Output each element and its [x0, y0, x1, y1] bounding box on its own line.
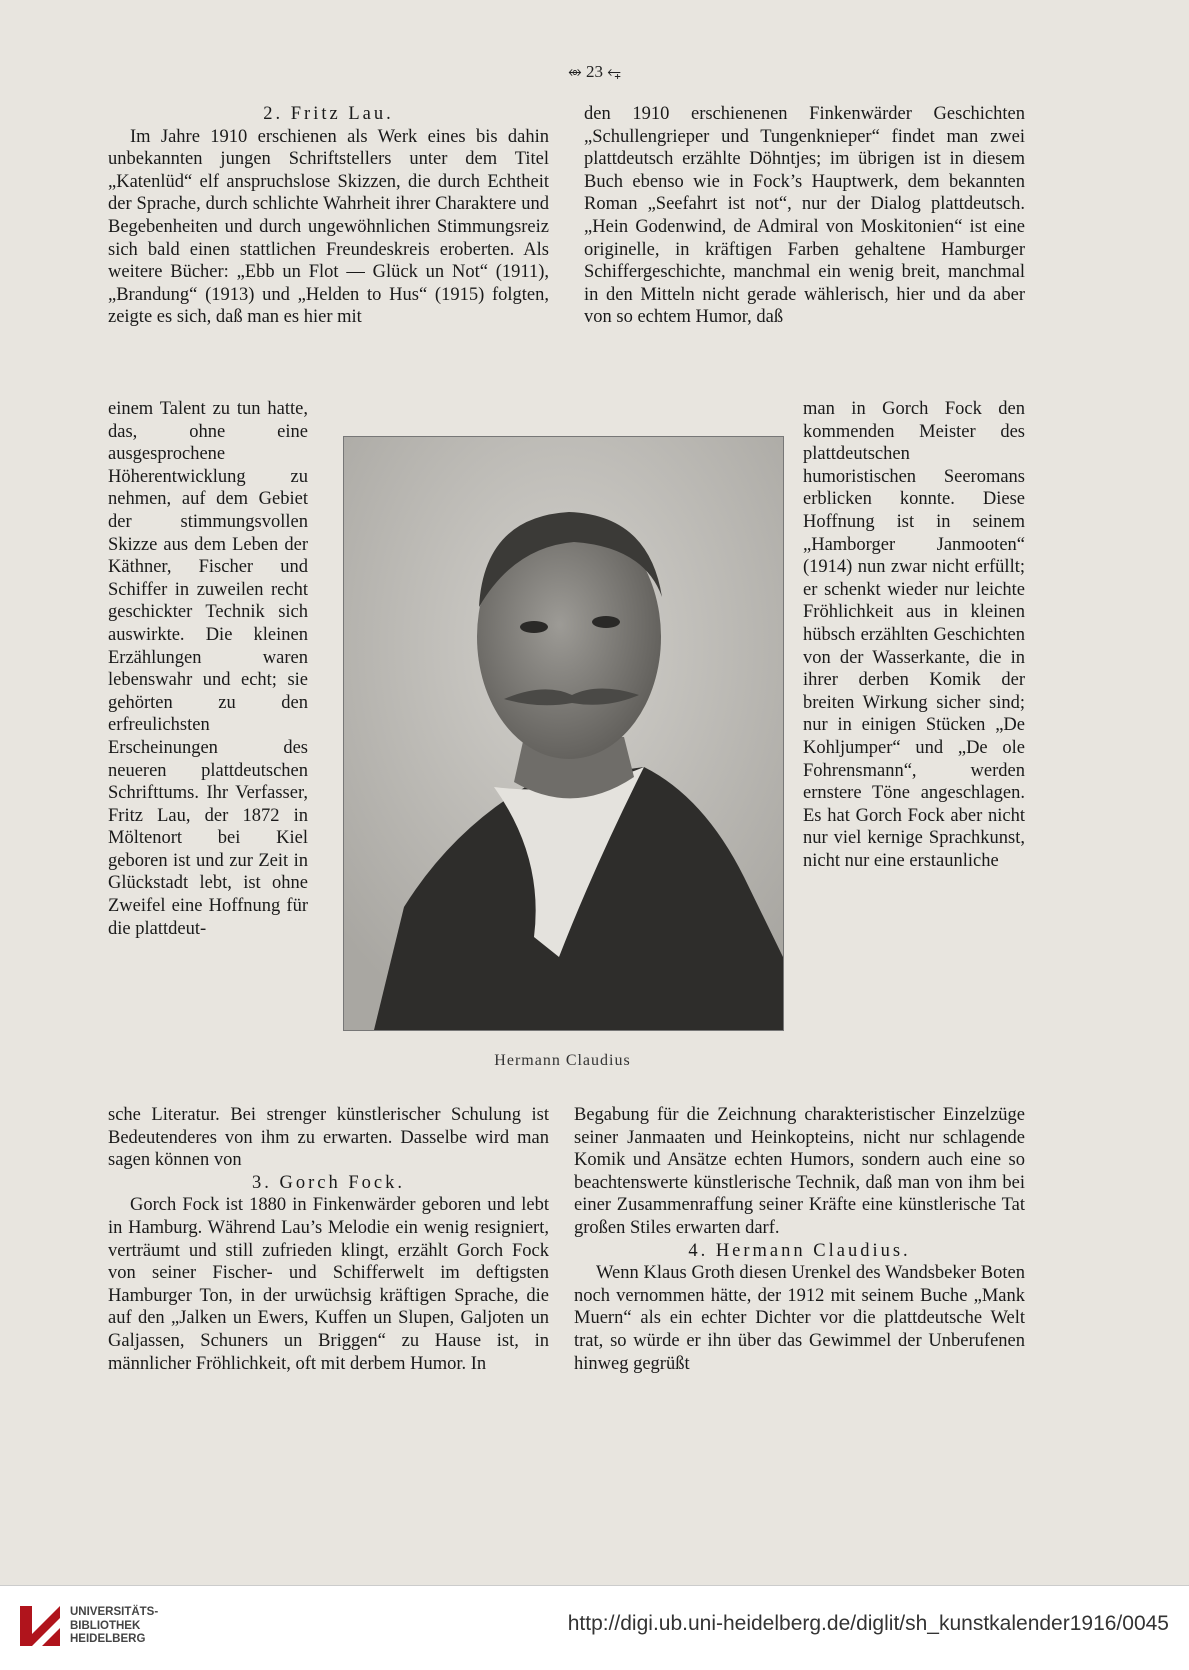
- ornament-left: ⥈: [568, 62, 582, 81]
- page-number: ⥈ 23 ⥆: [568, 62, 621, 81]
- left-column-bottom: [108, 1104, 549, 1375]
- section-heading-fritz-lau: 2. Fritz Lau.: [263, 104, 394, 124]
- portrait-photo: [343, 436, 784, 1031]
- left-column-top: [108, 103, 549, 329]
- source-url[interactable]: http://digi.ub.uni-heidelberg.de/diglit/sh_kunstkalender1916/0045: [567, 1612, 1169, 1635]
- footer-bar: [0, 1585, 1189, 1670]
- left-column-narrow: [108, 398, 308, 940]
- ornament-right: ⥆: [607, 62, 621, 81]
- photo-caption: Hermann Claudius: [494, 1052, 631, 1069]
- paragraph-fock: Gorch Fock ist 1880 in Finkenwärder geboren und lebt in Hamburg. Während Lau’s Melodie ein wenig resigniert, verträumt und still zufrieden klingt, erzählt Gorch Fock von seiner Fischer- und Schifferwelt im deftigsten Hamburger Ton, in der urwüchsig kräftigen Sprache, die auf den „Jalken un Ewers, Kuffen un Slupen, Galjoten un Galjassen, Schuners un Briggen“ zu Hause ist, in männlicher Fröhlichkeit, oft mit derbem Humor. In: [108, 1195, 549, 1374]
- portrait-illustration: [344, 437, 783, 1030]
- library-logo-text: UNIVERSITÄTS- BIBLIOTHEK HEIDELBERG: [70, 1606, 159, 1645]
- university-library-logo-icon: [18, 1604, 62, 1648]
- paragraph-lau-end: sche Literatur. Bei strenger künstlerischer Schulung ist Bedeutenderes von ihm zu erwarten. Dasselbe wird man sagen können von: [108, 1105, 549, 1171]
- paragraph-fock-end: Begabung für die Zeichnung charakteristischer Einzelzüge seiner Janmaaten und Heinkopteins, nicht nur schlagende Komik und Ansätze echten Humors, sondern auch eine so beachtenswerte künstlerische Technik, daß man von ihm bei einer Zusammenraffung seiner Kräfte eine künstlerische Tat großen Stiles erwarten darf.: [574, 1105, 1025, 1238]
- right-column-narrow: [803, 398, 1025, 872]
- paragraph-lau-continued: einem Talent zu tun hatte, das, ohne eine ausgesprochene Höherentwicklung zu nehmen, auf dem Gebiet der stimmungsvollen Skizze aus dem Leben der Käthner, Fischer und Schiffer in zuweilen recht geschickter Technik sich auswirkte. Die kleinen Erzählungen waren lebenswahr und echt; sie gehörten zu den erfreulichsten Erscheinungen des neueren plattdeutschen Schrifttums. Ihr Verfasser, Fritz Lau, der 1872 in Möltenort bei Kiel geboren ist und zur Zeit in Glückstadt lebt, ist ohne Zweifel eine Hoffnung für die plattdeut-: [108, 399, 308, 939]
- right-column-bottom: [574, 1104, 1025, 1375]
- right-column-top: [584, 103, 1025, 329]
- section-heading-hermann-claudius: 4. Hermann Claudius.: [688, 1240, 911, 1261]
- paragraph-lau: Im Jahre 1910 erschienen als Werk eines bis dahin unbekannten jungen Schriftstellers unter dem Titel „Katenlüd“ elf anspruchslose Skizzen, die durch Echtheit der Sprache, durch schlichte Wahrheit ihrer Charaktere und Begebenheiten und durch ungewöhnlichen Stimmungsreiz sich bald einen stattlichen Freundeskreis eroberten. Als weitere Bücher: „Ebb un Flot — Glück un Not“ (1911), „Brandung“ (1913) und „Helden to Hus“ (1915) folgten, zeigte es sich, daß man es hier mit: [108, 126, 549, 328]
- paragraph-claudius: Wenn Klaus Groth diesen Urenkel des Wandsbeker Boten noch vernommen hätte, der 1912 mit seinem Buche „Mank Muern“ als ein echter Dichter vor die plattdeutsche Welt trat, so würde er ihn über das Gewimmel der Unberufenen hinweg gegrüßt: [574, 1263, 1025, 1374]
- paragraph-fock-narrow: man in Gorch Fock den kommenden Meister des plattdeutschen humoristischen Seeromans erblicken konnte. Diese Hoffnung ist in seinem „Hamborger Janmooten“ (1914) nun zwar nicht erfüllt; er schenkt wieder nur leichte Fröhlichkeit aus in kleinen hübsch erzählten Geschichten von der Wasserkante, die in ihrer derben Komik der breiten Wirkung sicher sind; nur in einigen Stücken „De Kohljumper“ und „De ole Fohrensmann“, werden ernstere Töne angeschlagen. Es hat Gorch Fock aber nicht nur viel kernige Sprachkunst, nicht nur eine erstaunliche: [803, 399, 1025, 871]
- section-heading-gorch-fock: 3. Gorch Fock.: [252, 1172, 405, 1193]
- paragraph-fock-continued: den 1910 erschienenen Finkenwärder Geschichten „Schullengrieper und Tungenknieper“ findet man zwei plattdeutsch erzählte Döhntjes; im übrigen ist in diesem Buch ebenso wie in Fock’s Hauptwerk, dem bekannten Roman „Seefahrt ist not“, nur der Dialog plattdeutsch. „Hein Godenwind, de Admiral von Moskitonien“ ist eine originelle, in kräftigen Farben gehaltene Hamburger Schiffergeschichte, manchmal ein wenig breit, manchmal in den Mitteln nicht gerade wählerisch, hier und da aber von so echtem Humor, daß: [584, 104, 1025, 328]
